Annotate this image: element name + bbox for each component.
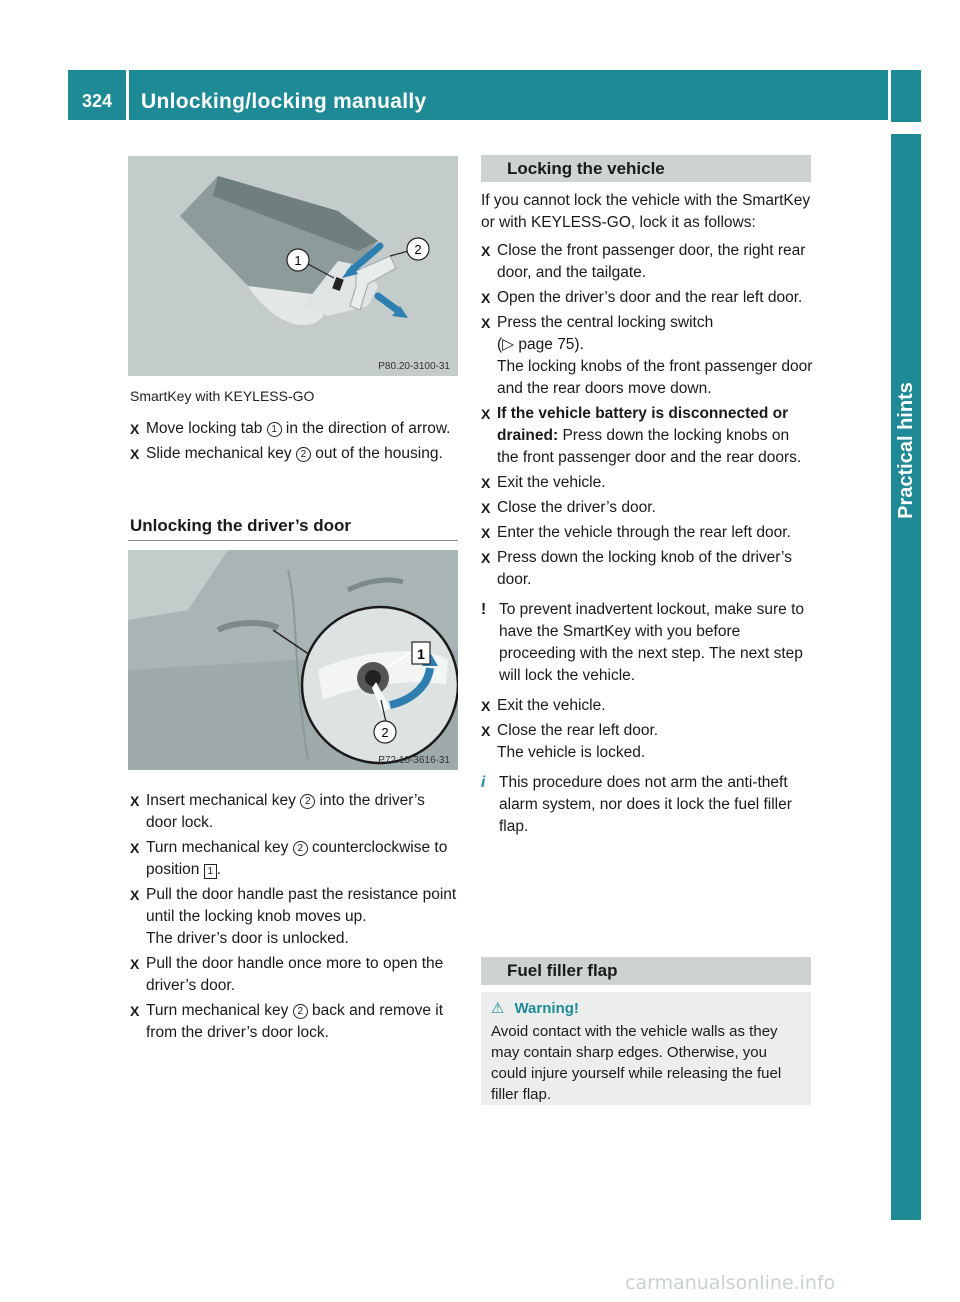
callout-2-label: 2 — [414, 242, 422, 257]
callout-1-label: 1 — [294, 253, 302, 268]
callout-2-label: 2 — [381, 725, 389, 740]
chapter-tab-label: Practical hints — [894, 381, 917, 519]
chapter-tab-gap — [888, 122, 924, 134]
door-lock-figure — [128, 550, 458, 770]
step-move-tab: X Move locking tab 1 in the direction of arrow. — [130, 420, 451, 437]
page-title: Unlocking/locking manually — [141, 90, 427, 113]
watermark: carmanualsonline.info — [625, 1272, 836, 1294]
step-insert-key: X Insert mechanical key 2 into the driver’s door lock. — [130, 792, 425, 831]
lock-step: X Exit the vehicle. — [481, 697, 606, 714]
section-heading-unlocking: Unlocking the driver’s door — [130, 516, 352, 535]
left-steps-1 — [130, 418, 460, 468]
locking-intro: If you cannot lock the vehicle with the SmartKey or with KEYLESS-GO, lock it as follows: — [481, 192, 811, 231]
smartkey-figure — [128, 156, 458, 376]
lock-step: X Close the front passenger door, the right rear door, and the tailgate. — [481, 242, 806, 281]
caution-icon: ! — [481, 601, 487, 618]
step-remove-key: X Turn mechanical key 2 back and remove it from the driver’s door lock. — [130, 1002, 444, 1041]
warning-box — [481, 992, 811, 1105]
chapter-tab — [891, 70, 921, 1220]
info-icon: i — [481, 774, 486, 791]
warning-title: Warning! — [514, 1000, 579, 1017]
step-open-door: X Pull the door handle once more to open the driver’s door. — [130, 955, 444, 994]
figure-caption: SmartKey with KEYLESS-GO — [130, 388, 315, 404]
warning-icon: ⚠ — [491, 1000, 505, 1017]
door-lock-illustration — [128, 550, 458, 770]
figure-code: P80.20-3100-31 — [378, 361, 450, 372]
position-1-label: 1 — [417, 646, 425, 662]
lock-step: X Press down the locking knob of the driver’s door. — [481, 549, 792, 588]
left-steps-2 — [130, 790, 460, 1047]
heading-rule — [128, 540, 458, 541]
page-reference-link[interactable]: (▷ page 75). — [497, 336, 584, 353]
chapter-tab-gutter — [888, 132, 891, 1232]
info-note: i This procedure does not arm the anti-theft alarm system, nor does it lock the fuel filler flap. — [481, 774, 792, 835]
lock-step: X Open the driver’s door and the rear left door. — [481, 289, 803, 306]
step-pull-handle: X Pull the door handle past the resistance point until the locking knob moves up. The driver’s door is unlocked. — [130, 886, 457, 947]
page-number: 324 — [81, 91, 113, 111]
step-slide-key: X Slide mechanical key 2 out of the housing. — [130, 445, 443, 462]
lock-step: X Press the central locking switch (▷ page 75). The locking knobs of the front passenger door and the rear doors move down. — [481, 314, 813, 397]
lock-step: X Exit the vehicle. — [481, 474, 606, 491]
lock-step: X If the vehicle battery is disconnected or drained: Press down the locking knobs on the front passenger door and the rear doors. — [481, 405, 802, 466]
locking-content — [481, 190, 813, 838]
section-heading-fuel: Fuel filler flap — [481, 957, 811, 985]
caution-note: ! To prevent inadvertent lockout, make sure to have the SmartKey with you before proceeding with the next step. The next step will lock the vehicle. — [481, 601, 804, 684]
lock-step: X Enter the vehicle through the rear left door. — [481, 524, 791, 541]
step-turn-key: X Turn mechanical key 2 counterclockwise to position 1 . — [130, 839, 448, 878]
smartkey-illustration — [128, 156, 458, 376]
figure-code: P72.10-3616-31 — [378, 755, 450, 766]
lock-step: X Close the driver’s door. — [481, 499, 656, 516]
section-heading-locking: Locking the vehicle — [481, 155, 811, 182]
warning-text: Avoid contact with the vehicle walls as they may contain sharp edges. Otherwise, you could injure yourself while releasing the fuel filler flap. — [491, 1023, 782, 1103]
lock-step: X Close the rear left door. The vehicle is locked. — [481, 722, 659, 761]
header-divider — [126, 70, 129, 120]
